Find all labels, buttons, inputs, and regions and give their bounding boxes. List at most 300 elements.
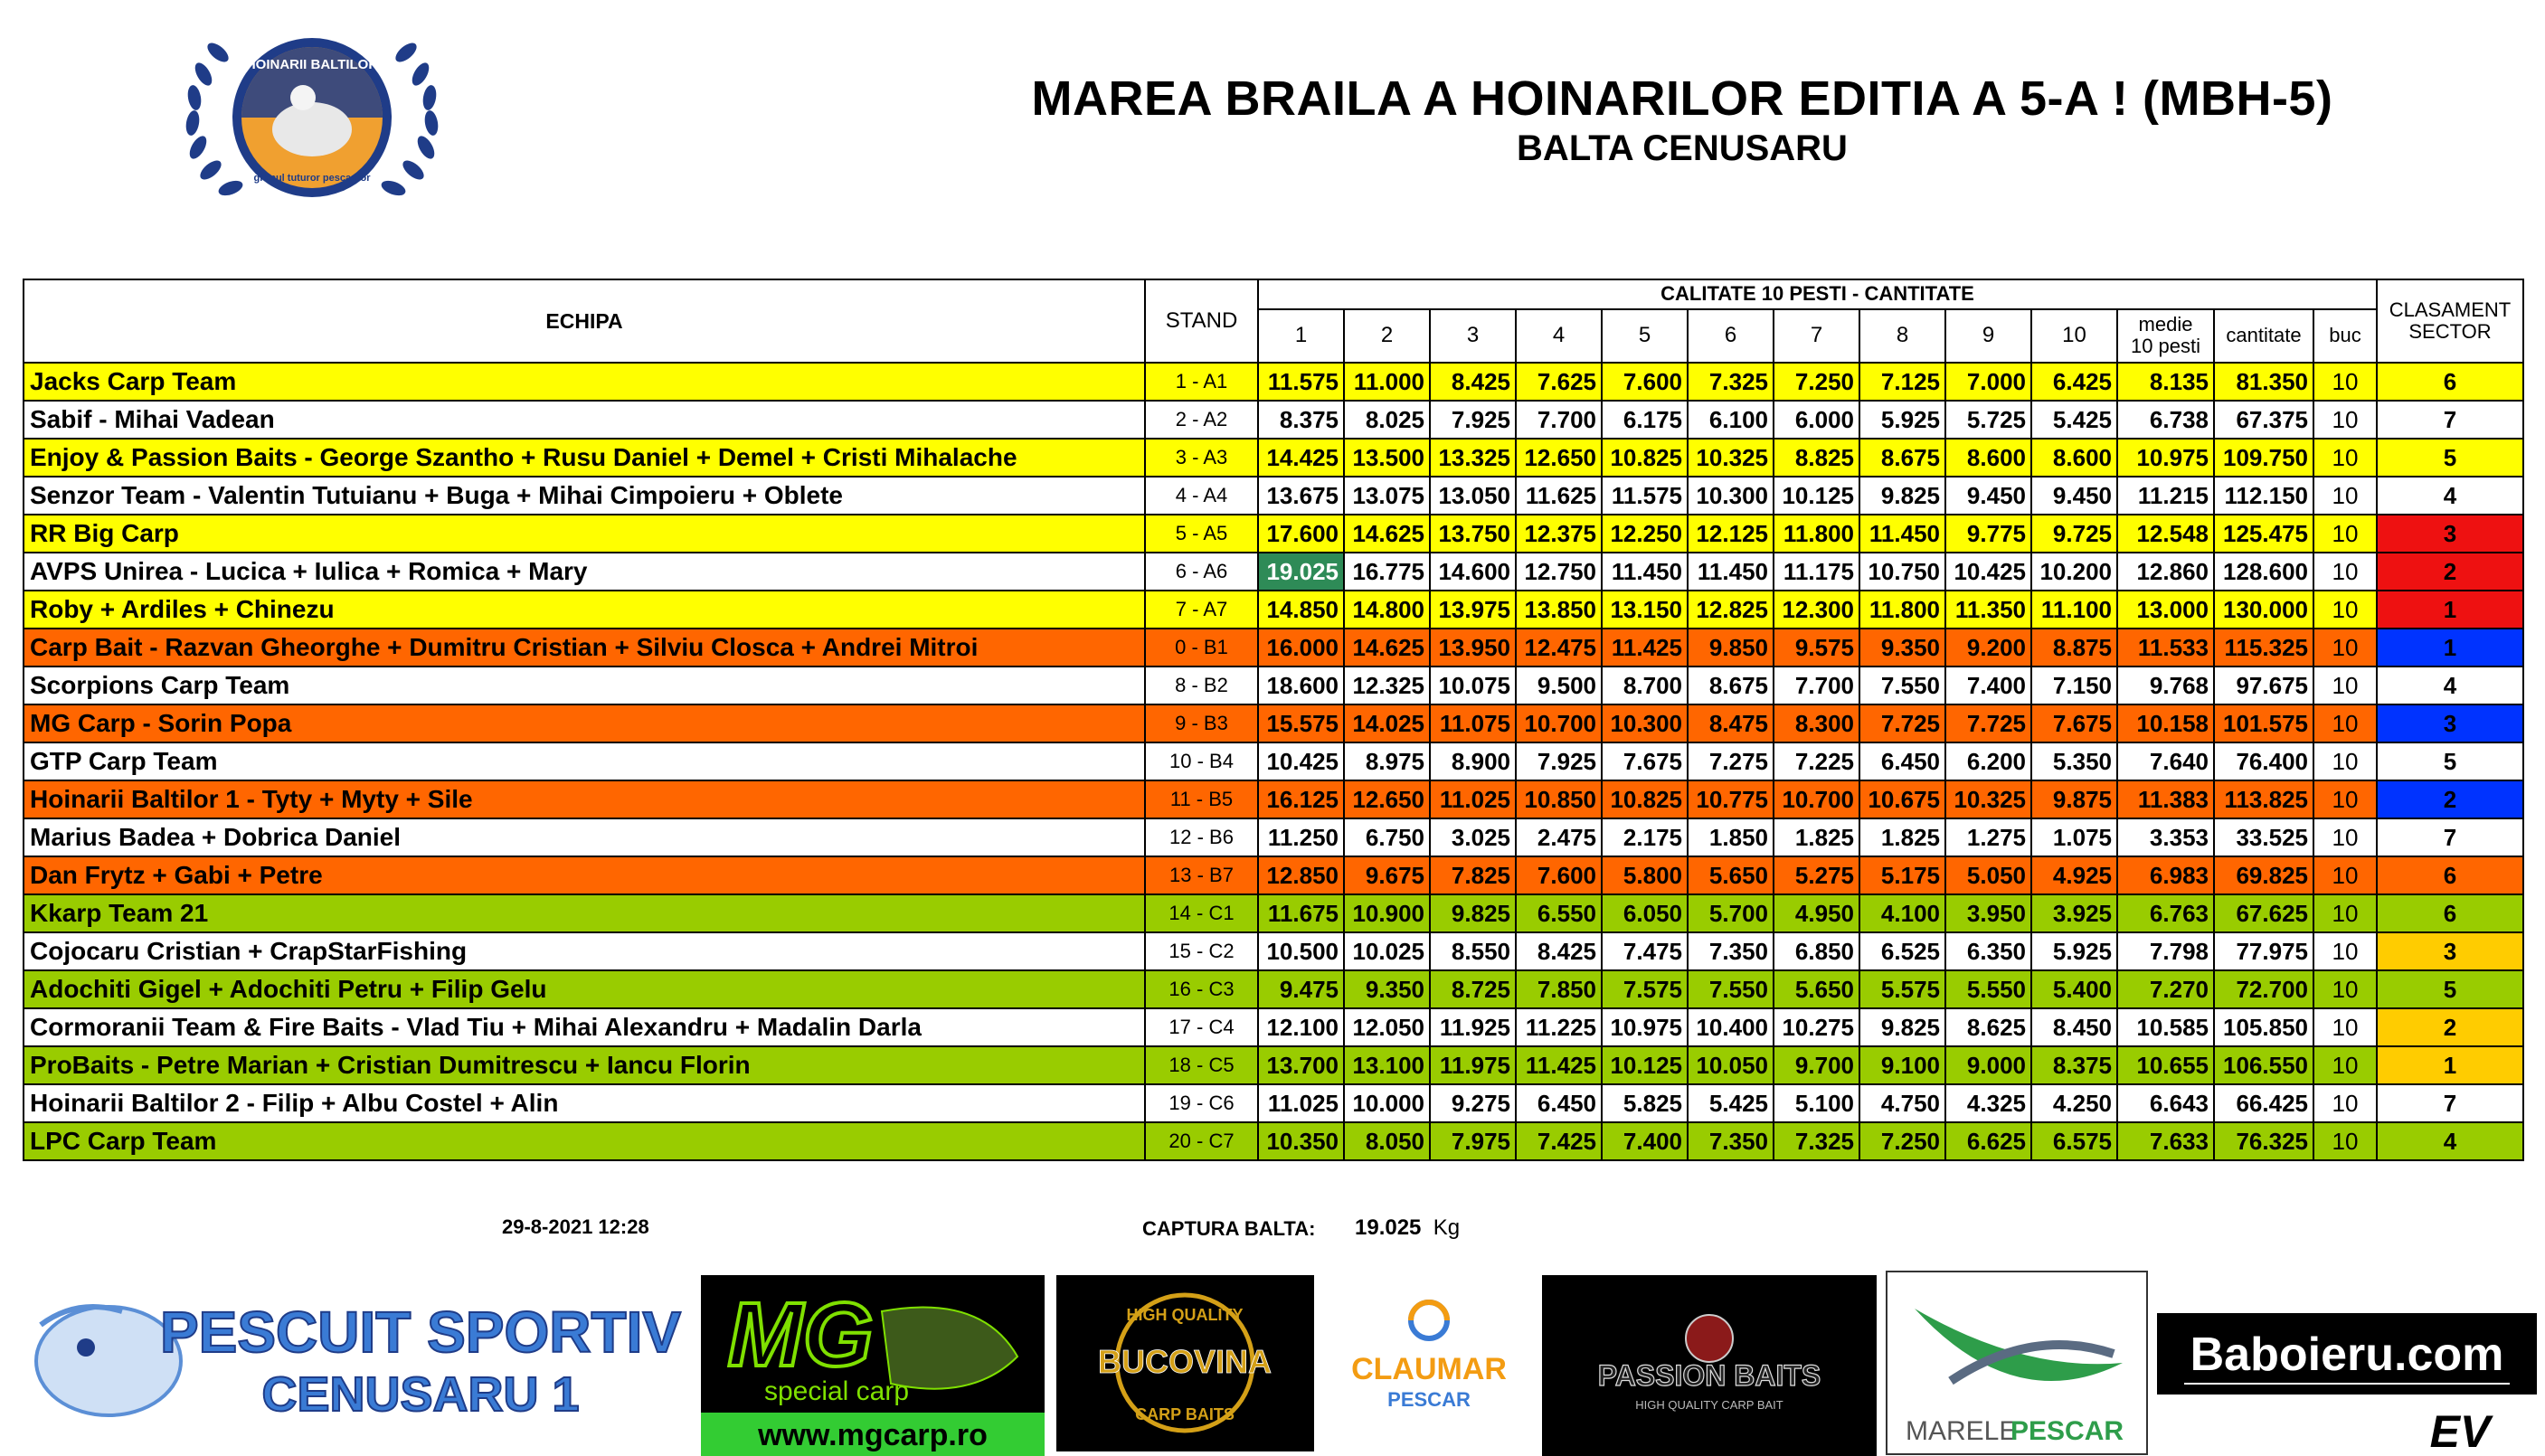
fish-weight-cell: 10.425	[1945, 553, 2031, 591]
fish-weight-cell: 15.575	[1258, 704, 1344, 742]
stand-cell: 17 - C4	[1145, 1008, 1258, 1046]
fish-weight-cell: 11.425	[1602, 629, 1688, 667]
team-name-cell: AVPS Unirea - Lucica + Iulica + Romica + Mary	[24, 553, 1145, 591]
rank-cell: 1	[2377, 591, 2523, 629]
team-name-cell: Carp Bait - Razvan Gheorghe + Dumitru Cristian + Silviu Closca + Andrei Mitroi	[24, 629, 1145, 667]
fish-weight-cell: 11.800	[1859, 591, 1945, 629]
carp-icon	[272, 102, 352, 156]
stand-cell: 3 - A3	[1145, 439, 1258, 477]
pieces-cell: 10	[2313, 401, 2377, 439]
stand-cell: 4 - A4	[1145, 477, 1258, 515]
total-cell: 101.575	[2214, 704, 2313, 742]
fish-weight-cell: 8.975	[1344, 742, 1430, 780]
fish-weight-cell: 3.950	[1945, 894, 2031, 932]
fish-weight-cell: 5.575	[1859, 970, 1945, 1008]
fish-weight-cell: 14.600	[1430, 553, 1516, 591]
stand-cell: 1 - A1	[1145, 363, 1258, 401]
team-name-cell: Kkarp Team 21	[24, 894, 1145, 932]
fish-weight-cell: 5.800	[1602, 856, 1688, 894]
total-cell: 112.150	[2214, 477, 2313, 515]
rank-cell: 3	[2377, 515, 2523, 553]
stand-cell: 0 - B1	[1145, 629, 1258, 667]
capture-label: CAPTURA BALTA:	[1142, 1217, 1316, 1240]
total-cell: 77.975	[2214, 932, 2313, 970]
fish-weight-cell: 10.025	[1344, 932, 1430, 970]
stand-cell: 19 - C6	[1145, 1084, 1258, 1122]
team-name-cell: Adochiti Gigel + Adochiti Petru + Filip Gelu	[24, 970, 1145, 1008]
fish-weight-cell: 6.575	[2031, 1122, 2117, 1160]
team-name-cell: Cormoranii Team & Fire Baits - Vlad Tiu + Mihai Alexandru + Madalin Darla	[24, 1008, 1145, 1046]
fish-weight-cell: 12.375	[1516, 515, 1602, 553]
fish-weight-cell: 7.325	[1774, 1122, 1859, 1160]
fish-weight-cell: 10.850	[1516, 780, 1602, 818]
fish-weight-cell: 11.075	[1430, 704, 1516, 742]
fish-weight-cell: 7.575	[1602, 970, 1688, 1008]
fish-weight-cell: 5.700	[1688, 894, 1774, 932]
table-row	[24, 856, 2523, 894]
fish-weight-cell: 7.275	[1688, 742, 1774, 780]
total-cell: 128.600	[2214, 553, 2313, 591]
sponsor-pescuit-sportiv	[23, 1262, 692, 1442]
sponsor-passion-baits	[1542, 1275, 1877, 1456]
average-cell: 10.975	[2117, 439, 2214, 477]
table-row	[24, 932, 2523, 970]
table-row	[24, 894, 2523, 932]
total-cell: 69.825	[2214, 856, 2313, 894]
fish-weight-cell: 7.325	[1688, 363, 1774, 401]
col-header-fish: 3	[1430, 309, 1516, 363]
fish-weight-cell: 1.275	[1945, 818, 2031, 856]
team-name-cell: Roby + Ardiles + Chinezu	[24, 591, 1145, 629]
fish-weight-cell: 12.650	[1516, 439, 1602, 477]
fish-weight-cell: 1.075	[2031, 818, 2117, 856]
fish-weight-cell: 9.725	[2031, 515, 2117, 553]
team-name-cell: Hoinarii Baltilor 1 - Tyty + Myty + Sile	[24, 780, 1145, 818]
team-name-cell: MG Carp - Sorin Popa	[24, 704, 1145, 742]
total-cell: 130.000	[2214, 591, 2313, 629]
fish-weight-cell: 4.325	[1945, 1084, 2031, 1122]
fish-weight-cell: 8.050	[1344, 1122, 1430, 1160]
fish-weight-cell: 5.425	[2031, 401, 2117, 439]
average-cell: 11.383	[2117, 780, 2214, 818]
stand-cell: 18 - C5	[1145, 1046, 1258, 1084]
fish-weight-cell: 9.350	[1344, 970, 1430, 1008]
fish-weight-cell: 12.325	[1344, 667, 1430, 704]
pieces-cell: 10	[2313, 1084, 2377, 1122]
svg-text:CARP BAITS: CARP BAITS	[1135, 1405, 1235, 1423]
average-cell: 7.640	[2117, 742, 2214, 780]
fish-weight-cell: 6.175	[1602, 401, 1688, 439]
rank-cell: 7	[2377, 818, 2523, 856]
fish-weight-cell: 6.200	[1945, 742, 2031, 780]
capture-value: 19.025 Kg	[1355, 1215, 1461, 1240]
fish-weight-cell: 8.425	[1516, 932, 1602, 970]
fish-weight-cell: 8.875	[2031, 629, 2117, 667]
fish-weight-cell: 8.825	[1774, 439, 1859, 477]
timestamp: 29-8-2021 12:28	[502, 1215, 649, 1238]
fish-weight-cell: 13.075	[1344, 477, 1430, 515]
table-row	[24, 439, 2523, 477]
team-name-cell: Sabif - Mihai Vadean	[24, 401, 1145, 439]
average-cell: 6.763	[2117, 894, 2214, 932]
table-row	[24, 401, 2523, 439]
fish-weight-cell: 6.100	[1688, 401, 1774, 439]
stand-cell: 8 - B2	[1145, 667, 1258, 704]
fish-weight-cell: 10.300	[1688, 477, 1774, 515]
team-name-cell: Dan Frytz + Gabi + Petre	[24, 856, 1145, 894]
col-header-rank: CLASAMENT SECTOR	[2377, 279, 2523, 363]
fish-weight-cell: 13.100	[1344, 1046, 1430, 1084]
fish-weight-cell: 6.750	[1344, 818, 1430, 856]
team-name-cell: ProBaits - Petre Marian + Cristian Dumitrescu + Iancu Florin	[24, 1046, 1145, 1084]
fish-weight-cell: 12.475	[1516, 629, 1602, 667]
fish-weight-cell: 5.100	[1774, 1084, 1859, 1122]
fish-weight-cell: 8.600	[2031, 439, 2117, 477]
fish-weight-cell: 13.500	[1344, 439, 1430, 477]
col-group-header: CALITATE 10 PESTI - CANTITATE	[1258, 279, 2377, 309]
average-cell: 11.215	[2117, 477, 2214, 515]
fish-weight-cell: 16.125	[1258, 780, 1344, 818]
sponsor-baboieru	[2157, 1311, 2537, 1455]
total-cell: 106.550	[2214, 1046, 2313, 1084]
fish-weight-cell: 10.825	[1602, 780, 1688, 818]
average-cell: 7.633	[2117, 1122, 2214, 1160]
fish-weight-cell: 7.400	[1945, 667, 2031, 704]
total-cell: 109.750	[2214, 439, 2313, 477]
col-header-fish: 5	[1602, 309, 1688, 363]
fish-weight-cell: 13.850	[1516, 591, 1602, 629]
fish-weight-cell: 4.750	[1859, 1084, 1945, 1122]
fish-weight-cell: 17.600	[1258, 515, 1344, 553]
total-cell: 67.625	[2214, 894, 2313, 932]
fish-weight-cell: 5.425	[1688, 1084, 1774, 1122]
fish-weight-cell: 7.000	[1945, 363, 2031, 401]
svg-text:PESCAR: PESCAR	[1387, 1388, 1471, 1411]
fish-weight-cell: 7.400	[1602, 1122, 1688, 1160]
fish-weight-cell: 11.450	[1602, 553, 1688, 591]
fish-weight-cell: 8.675	[1688, 667, 1774, 704]
total-cell: 72.700	[2214, 970, 2313, 1008]
fish-weight-cell: 2.475	[1516, 818, 1602, 856]
average-cell: 6.738	[2117, 401, 2214, 439]
svg-text:HIGH QUALITY: HIGH QUALITY	[1126, 1306, 1244, 1324]
fish-weight-cell: 16.000	[1258, 629, 1344, 667]
fish-weight-cell: 9.500	[1516, 667, 1602, 704]
fish-weight-cell: 11.100	[2031, 591, 2117, 629]
fish-weight-cell: 13.325	[1430, 439, 1516, 477]
fish-weight-cell: 13.950	[1430, 629, 1516, 667]
fish-weight-cell: 7.250	[1774, 363, 1859, 401]
fish-weight-cell: 7.475	[1602, 932, 1688, 970]
svg-text:MARELE: MARELE	[1906, 1416, 2018, 1446]
total-cell: 115.325	[2214, 629, 2313, 667]
team-name-cell: Cojocaru Cristian + CrapStarFishing	[24, 932, 1145, 970]
fish-weight-cell: 12.100	[1258, 1008, 1344, 1046]
fish-weight-cell: 9.350	[1859, 629, 1945, 667]
fish-weight-cell: 7.225	[1774, 742, 1859, 780]
fish-weight-cell: 7.675	[1602, 742, 1688, 780]
average-cell: 12.860	[2117, 553, 2214, 591]
fish-weight-cell: 1.825	[1859, 818, 1945, 856]
fish-weight-cell: 5.650	[1688, 856, 1774, 894]
fish-weight-cell: 8.625	[1945, 1008, 2031, 1046]
stand-cell: 16 - C3	[1145, 970, 1258, 1008]
pieces-cell: 10	[2313, 515, 2377, 553]
average-cell: 11.533	[2117, 629, 2214, 667]
fish-weight-cell: 8.600	[1945, 439, 2031, 477]
fish-weight-cell: 10.500	[1258, 932, 1344, 970]
team-name-cell: Scorpions Carp Team	[24, 667, 1145, 704]
fish-weight-cell: 10.900	[1344, 894, 1430, 932]
rank-cell: 6	[2377, 363, 2523, 401]
fish-weight-cell: 9.575	[1774, 629, 1859, 667]
pieces-cell: 10	[2313, 629, 2377, 667]
fish-weight-cell: 9.475	[1258, 970, 1344, 1008]
fish-weight-cell: 10.075	[1430, 667, 1516, 704]
team-name-cell: Enjoy & Passion Baits - George Szantho + Rusu Daniel + Demel + Cristi Mihalache	[24, 439, 1145, 477]
fish-weight-cell: 8.450	[2031, 1008, 2117, 1046]
fish-weight-cell: 7.600	[1516, 856, 1602, 894]
fish-weight-cell: 12.250	[1602, 515, 1688, 553]
fish-weight-cell: 10.300	[1602, 704, 1688, 742]
pieces-cell: 10	[2313, 553, 2377, 591]
pieces-cell: 10	[2313, 591, 2377, 629]
fish-weight-cell: 7.925	[1516, 742, 1602, 780]
svg-text:EV: EV	[2429, 1406, 2491, 1455]
fish-weight-cell: 7.675	[2031, 704, 2117, 742]
table-row	[24, 704, 2523, 742]
rank-cell: 4	[2377, 477, 2523, 515]
fish-weight-cell: 4.925	[2031, 856, 2117, 894]
col-header-pieces: buc	[2313, 309, 2377, 363]
fish-weight-cell: 14.850	[1258, 591, 1344, 629]
pieces-cell: 10	[2313, 818, 2377, 856]
fish-weight-cell: 9.775	[1945, 515, 2031, 553]
stand-cell: 14 - C1	[1145, 894, 1258, 932]
fish-weight-cell: 11.350	[1945, 591, 2031, 629]
table-row	[24, 1084, 2523, 1122]
rank-cell: 5	[2377, 439, 2523, 477]
team-name-cell: GTP Carp Team	[24, 742, 1145, 780]
stand-cell: 9 - B3	[1145, 704, 1258, 742]
svg-text:grupul tuturor pescarilor: grupul tuturor pescarilor	[253, 173, 371, 184]
fish-weight-cell: 14.425	[1258, 439, 1344, 477]
total-cell: 113.825	[2214, 780, 2313, 818]
fish-weight-cell: 14.025	[1344, 704, 1430, 742]
fish-weight-cell: 6.450	[1516, 1084, 1602, 1122]
fish-weight-cell: 14.625	[1344, 629, 1430, 667]
fish-weight-cell: 11.250	[1258, 818, 1344, 856]
table-row	[24, 629, 2523, 667]
results-table	[23, 279, 2524, 1161]
fish-icon	[1686, 1315, 1733, 1362]
fish-weight-cell: 11.450	[1688, 553, 1774, 591]
fish-weight-cell: 11.575	[1602, 477, 1688, 515]
fish-weight-cell: 9.000	[1945, 1046, 2031, 1084]
fish-weight-cell: 6.350	[1945, 932, 2031, 970]
team-name-cell: LPC Carp Team	[24, 1122, 1145, 1160]
table-row	[24, 970, 2523, 1008]
fish-weight-cell: 9.825	[1859, 1008, 1945, 1046]
fish-weight-cell: 7.725	[1859, 704, 1945, 742]
fish-weight-cell: 7.725	[1945, 704, 2031, 742]
average-cell: 3.353	[2117, 818, 2214, 856]
fish-weight-cell: 5.650	[1774, 970, 1859, 1008]
fish-weight-cell: 11.225	[1516, 1008, 1602, 1046]
stand-cell: 15 - C2	[1145, 932, 1258, 970]
fish-weight-cell: 10.125	[1774, 477, 1859, 515]
table-row	[24, 591, 2523, 629]
col-header-fish: 8	[1859, 309, 1945, 363]
fish-weight-cell: 9.875	[2031, 780, 2117, 818]
col-header-fish: 7	[1774, 309, 1859, 363]
pieces-cell: 10	[2313, 1046, 2377, 1084]
fish-weight-cell: 6.525	[1859, 932, 1945, 970]
fish-weight-cell: 13.750	[1430, 515, 1516, 553]
fish-weight-cell: 18.600	[1258, 667, 1344, 704]
fish-weight-cell: 9.275	[1430, 1084, 1516, 1122]
average-cell: 13.000	[2117, 591, 2214, 629]
fish-weight-cell: 6.000	[1774, 401, 1859, 439]
col-header-fish: 9	[1945, 309, 2031, 363]
fish-weight-cell: 5.400	[2031, 970, 2117, 1008]
table-row	[24, 515, 2523, 553]
fish-weight-cell: 11.800	[1774, 515, 1859, 553]
fish-weight-cell: 9.675	[1344, 856, 1430, 894]
fish-weight-cell: 8.675	[1859, 439, 1945, 477]
svg-text:BUCOVINA: BUCOVINA	[1097, 1343, 1272, 1380]
rank-cell: 4	[2377, 667, 2523, 704]
fish-weight-cell: 5.350	[2031, 742, 2117, 780]
fish-weight-cell: 13.700	[1258, 1046, 1344, 1084]
fish-weight-cell: 11.175	[1774, 553, 1859, 591]
table-row	[24, 818, 2523, 856]
table-row	[24, 742, 2523, 780]
fish-weight-cell: 5.175	[1859, 856, 1945, 894]
pieces-cell: 10	[2313, 667, 2377, 704]
organizer-logo	[167, 16, 457, 224]
fish-weight-cell: 7.125	[1859, 363, 1945, 401]
total-cell: 125.475	[2214, 515, 2313, 553]
fish-weight-cell: 9.850	[1688, 629, 1774, 667]
svg-text:www.mgcarp.ro: www.mgcarp.ro	[758, 1418, 988, 1452]
svg-text:HOINARII BALTILOR: HOINARII BALTILOR	[245, 57, 379, 72]
fish-weight-cell: 11.975	[1430, 1046, 1516, 1084]
average-cell: 10.585	[2117, 1008, 2214, 1046]
total-cell: 76.325	[2214, 1122, 2313, 1160]
team-name-cell: Hoinarii Baltilor 2 - Filip + Albu Costel + Alin	[24, 1084, 1145, 1122]
rank-cell: 6	[2377, 894, 2523, 932]
fish-weight-cell: 9.450	[2031, 477, 2117, 515]
fish-weight-cell: 10.000	[1344, 1084, 1430, 1122]
page-subtitle: BALTA CENUSARU	[1517, 128, 1848, 168]
average-cell: 6.983	[2117, 856, 2214, 894]
col-header-fish: 2	[1344, 309, 1430, 363]
svg-text:MG: MG	[727, 1284, 874, 1385]
fish-weight-cell: 6.425	[2031, 363, 2117, 401]
rank-cell: 7	[2377, 401, 2523, 439]
fish-weight-cell: 6.550	[1516, 894, 1602, 932]
rank-cell: 1	[2377, 1046, 2523, 1084]
fish-weight-cell: 7.625	[1516, 363, 1602, 401]
fish-weight-cell: 4.950	[1774, 894, 1859, 932]
average-cell: 7.798	[2117, 932, 2214, 970]
fish-weight-cell: 8.700	[1602, 667, 1688, 704]
fish-weight-cell: 9.825	[1859, 477, 1945, 515]
fish-weight-cell: 10.775	[1688, 780, 1774, 818]
pieces-cell: 10	[2313, 932, 2377, 970]
fish-weight-cell: 10.200	[2031, 553, 2117, 591]
col-header-stand: STAND	[1145, 279, 1258, 363]
table-row	[24, 1122, 2523, 1160]
fish-weight-cell: 13.050	[1430, 477, 1516, 515]
col-header-total: cantitate	[2214, 309, 2313, 363]
table-row	[24, 477, 2523, 515]
fish-weight-cell: 5.275	[1774, 856, 1859, 894]
stand-cell: 6 - A6	[1145, 553, 1258, 591]
fish-weight-cell: 10.325	[1688, 439, 1774, 477]
stand-cell: 2 - A2	[1145, 401, 1258, 439]
fish-weight-cell: 7.700	[1516, 401, 1602, 439]
fish-weight-cell: 11.025	[1430, 780, 1516, 818]
fish-weight-cell: 9.450	[1945, 477, 2031, 515]
fish-weight-cell: 6.850	[1774, 932, 1859, 970]
sponsor-marele-pescar	[1886, 1271, 2148, 1455]
fish-weight-cell: 10.400	[1688, 1008, 1774, 1046]
total-cell: 66.425	[2214, 1084, 2313, 1122]
pieces-cell: 10	[2313, 704, 2377, 742]
fish-weight-cell: 12.650	[1344, 780, 1430, 818]
fish-weight-cell: 7.550	[1688, 970, 1774, 1008]
sponsor-claumar	[1329, 1293, 1528, 1429]
fish-weight-cell: 16.775	[1344, 553, 1430, 591]
table-row	[24, 553, 2523, 591]
fish-weight-cell: 7.825	[1430, 856, 1516, 894]
fish-weight-cell: 3.925	[2031, 894, 2117, 932]
average-cell: 9.768	[2117, 667, 2214, 704]
col-header-average: medie 10 pesti	[2117, 309, 2214, 363]
fish-weight-cell: 5.925	[1859, 401, 1945, 439]
fish-weight-cell: 11.450	[1859, 515, 1945, 553]
sponsor-mg-carp	[701, 1275, 1045, 1456]
rank-cell: 7	[2377, 1084, 2523, 1122]
fish-weight-cell: 5.050	[1945, 856, 2031, 894]
total-cell: 76.400	[2214, 742, 2313, 780]
fish-weight-cell: 8.375	[2031, 1046, 2117, 1084]
average-cell: 8.135	[2117, 363, 2214, 401]
fish-weight-cell: 4.250	[2031, 1084, 2117, 1122]
rank-cell: 6	[2377, 856, 2523, 894]
fish-weight-cell: 7.350	[1688, 1122, 1774, 1160]
fish-weight-cell: 7.975	[1430, 1122, 1516, 1160]
total-cell: 81.350	[2214, 363, 2313, 401]
fish-weight-cell: 11.575	[1258, 363, 1344, 401]
fish-weight-cell: 4.100	[1859, 894, 1945, 932]
fish-weight-cell: 6.050	[1602, 894, 1688, 932]
col-header-fish: 6	[1688, 309, 1774, 363]
total-cell: 67.375	[2214, 401, 2313, 439]
fish-weight-cell: 12.300	[1774, 591, 1859, 629]
fish-weight-cell: 12.125	[1688, 515, 1774, 553]
fish-weight-cell: 10.275	[1774, 1008, 1859, 1046]
fish-weight-cell: 10.825	[1602, 439, 1688, 477]
fish-weight-cell: 8.300	[1774, 704, 1859, 742]
fish-weight-cell: 10.750	[1859, 553, 1945, 591]
svg-text:HIGH QUALITY CARP BAIT: HIGH QUALITY CARP BAIT	[1635, 1398, 1783, 1412]
pieces-cell: 10	[2313, 856, 2377, 894]
stand-cell: 12 - B6	[1145, 818, 1258, 856]
fish-weight-cell: 13.150	[1602, 591, 1688, 629]
